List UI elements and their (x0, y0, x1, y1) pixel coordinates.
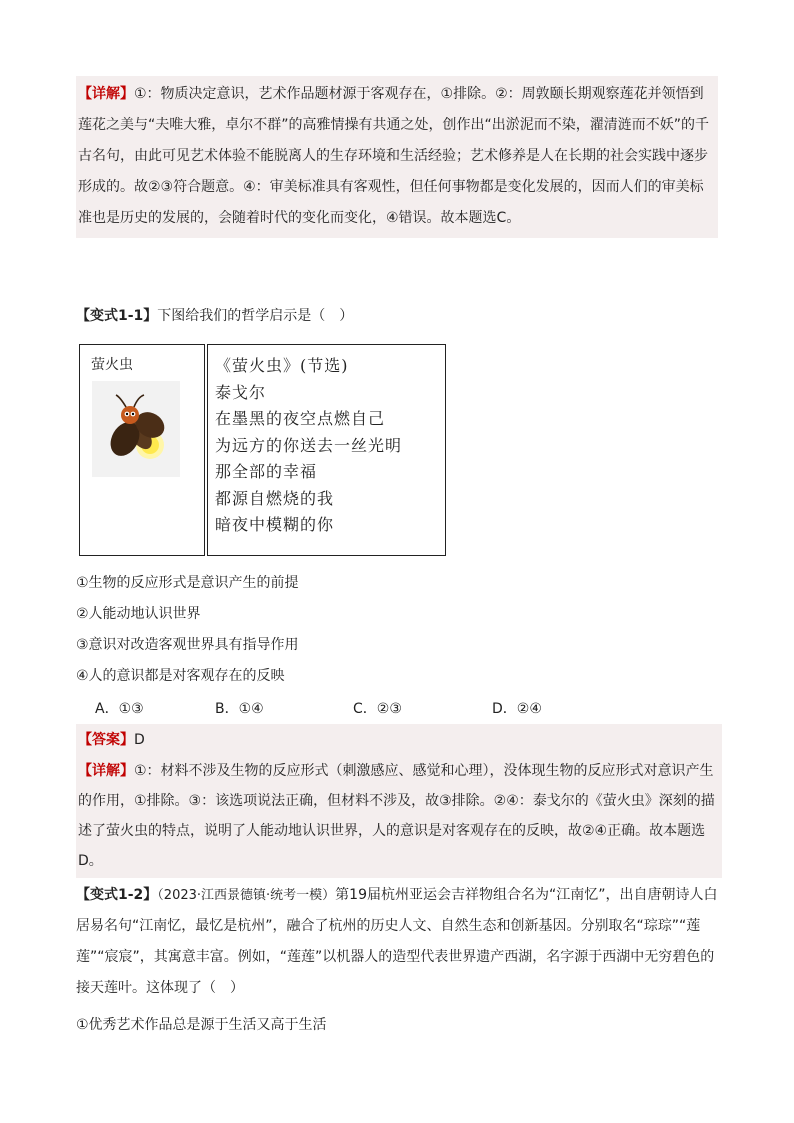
poem-line: 那全部的幸福 (215, 462, 318, 481)
poem-line: 都源自燃烧的我 (215, 488, 335, 508)
answer-line (78, 724, 720, 756)
option-item: ③意识对改造客观世界具有指导作用 (76, 637, 299, 653)
firefly-image-box (79, 344, 205, 556)
detail-label: 【详解】 (78, 763, 134, 779)
detail-text: ①：物质决定意识，艺术作品题材源于客观存在，①排除。②：周敦颐长期观察莲花并领悟到莲花之美与“夫唯大雅，卓尔不群”的高雅情操有共通之处，创作出“出淤泥而不染，濯清涟而不妖”的千古名句，由此可见艺术体验不能脱离人的生存环境和生活经验；艺术修养是人在长期的社会实践中逐步形成的。故②③符合题意。④：审美标准具有客观性，但任何事物都是变化发展的，因而人们的审美标准也是历史的发展的，会随着时代的变化而变化，④错误。故本题选C。 (78, 86, 710, 226)
answer-block (76, 724, 722, 878)
poem-line: 《萤火虫》(节选) (215, 356, 349, 375)
question-1-choices (95, 696, 695, 722)
choice-a[interactable]: A．①③ (95, 701, 144, 717)
answer-label: 【答案】 (78, 732, 134, 748)
poem-line: 暗夜中模糊的你 (215, 515, 335, 534)
option-item: ①优秀艺术作品总是源于生活又高于生活 (76, 1017, 327, 1033)
firefly-icon (92, 381, 180, 477)
question-label: 【变式1-1】 (76, 308, 158, 324)
choice-d[interactable]: D．②④ (492, 701, 542, 717)
detail-block-1 (76, 76, 718, 238)
poem-lines (215, 353, 402, 539)
detail-label: 【详解】 (78, 86, 134, 102)
question-source: （2023·江西景德镇·统考一模） (157, 888, 336, 903)
choice-c[interactable]: C．②③ (353, 701, 402, 717)
poem-line: 在墨黑的夜空点燃自己 (215, 409, 386, 428)
firefly-caption: 萤火虫 (91, 357, 133, 373)
question-text: 下图给我们的哲学启示是（ ） (157, 308, 354, 324)
poem-line: 为远方的你送去一丝光明 (215, 435, 403, 455)
option-item: ④人的意识都是对客观存在的反映 (76, 668, 285, 684)
question-1-options (76, 568, 299, 692)
option-item: ①生物的反应形式是意识产生的前提 (76, 575, 299, 591)
question-1-stem (76, 302, 718, 330)
choice-b[interactable]: B．①④ (215, 701, 264, 717)
detail-block-2 (78, 756, 720, 878)
poem-line: 泰戈尔 (215, 382, 267, 402)
poem-box (207, 344, 446, 556)
question-text: 第19届杭州亚运会吉祥物组合名为“江南忆”，出自唐朝诗人白居易名句“江南忆，最忆是杭州”，融合了杭州的历史人文、自然生态和创新基因。分别取名“琮琮”“莲莲”“宸宸”，其寓意丰富。例如，“莲莲”以机器人的造型代表世界遗产西湖，名字源于西湖中无穷碧色的接天莲叶。这体现了（ ） (76, 887, 718, 996)
option-item: ②人能动地认识世界 (76, 606, 201, 622)
question-label: 【变式1-2】 (76, 887, 158, 903)
question-2-stem (76, 880, 718, 1004)
detail-text: ①：材料不涉及生物的反应形式（刺激感应、感觉和心理），没体现生物的反应形式对意识产生的作用，①排除。③：该选项说法正确，但材料不涉及，故③排除。②④：泰戈尔的《萤火虫》深刻的描述了萤火虫的特点，说明了人能动地认识世界，人的意识是对客观存在的反映，故②④正确。故本题选D。 (78, 763, 715, 869)
answer-value: D (134, 732, 145, 748)
